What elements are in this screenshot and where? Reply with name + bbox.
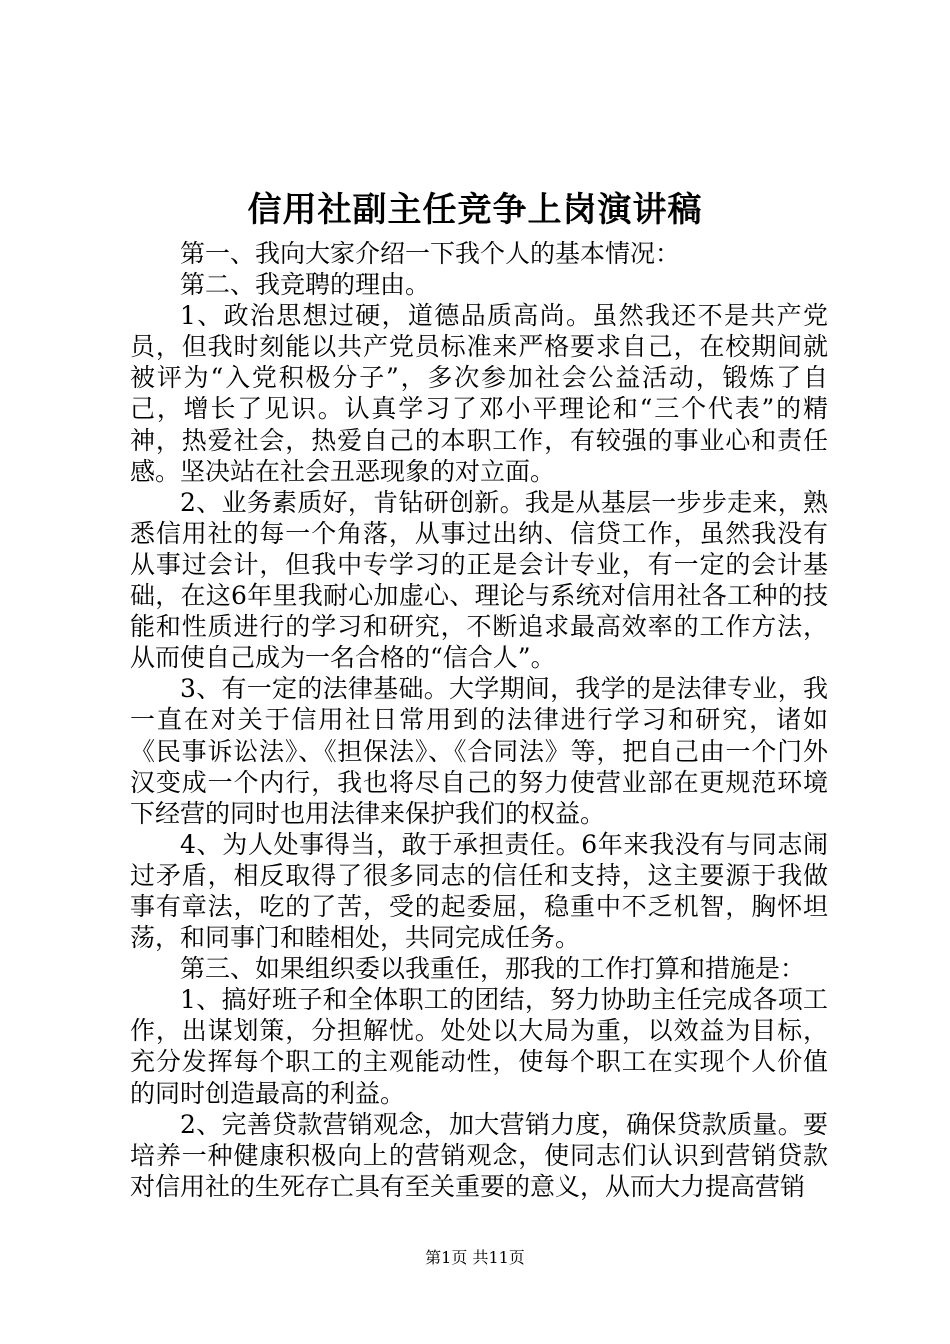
paragraph-intro: 第一、我向大家介绍一下我个人的基本情况：: [180, 239, 681, 268]
paragraph-reason-4: 4、为人处事得当，敢于承担责任。6年来我没有与同志闹过矛盾，相反取得了很多同志的信任和支持，这主要源于我做事有章法，吃的了苦，受的起委屈，稳重中不乏机智，胸怀坦荡，和同事门和睦相处，共同完成任务。: [130, 829, 828, 953]
page-number-footer: 第1页 共11页: [425, 1248, 525, 1267]
paragraph-reasons-heading: 第二、我竞聘的理由。: [180, 270, 431, 300]
paragraph-reason-3: 3、有一定的法律基础。大学期间，我学的是法律专业，我一直在对关于信用社日常用到的法律进行学习和研究，诸如《民事诉讼法》、《担保法》、《合同法》等，把自己由一个门外汉变成一个内行，我也将尽自己的努力使营业部在更规范环境下经营的同时也用法律来保护我们的权益。: [130, 674, 828, 828]
paragraph-plan-2: 2、完善贷款营销观念，加大营销力度，确保贷款质量。要培养一种健康积极向上的营销观念，使同志们认识到营销贷款对信用社的生死存亡具有至关重要的意义，从而大力提高营销: [130, 1109, 828, 1201]
paragraph-reason-2: 2、业务素质好，肯钻研创新。我是从基层一步步走来，熟悉信用社的每一个角落，从事过出纳、信贷工作，虽然我没有从事过会计，但我中专学习的正是会计专业，有一定的会计基础，在这6年里我耐心加虚心、理论与系统对信用社各工种的技能和性质进行的学习和研究，不断追求最高效率的工作方法，从而使自己成为一名合格的“信合人”。: [130, 487, 828, 673]
paragraph-plan-1: 1、搞好班子和全体职工的团结，努力协助主任完成各项工作，出谋划策，分担解忧。处处以大局为重，以效益为目标，充分发挥每个职工的主观能动性，使每个职工在实现个人价值的同时创造最高的利益。: [130, 985, 828, 1108]
document-title: 信用社副主任竞争上岗演讲稿: [247, 190, 703, 230]
paragraph-plans-heading: 第三、如果组织委以我重任，那我的工作打算和措施是：: [180, 954, 806, 984]
paragraph-reason-1: 1、政治思想过硬，道德品质高尚。虽然我还不是共产党员，但我时刻能以共产党员标准来严格要求自己，在校期间就被评为“入党积极分子”，多次参加社会公益活动，锻炼了自己，增长了见识。认真学习了邓小平理论和“三个代表”的精神，热爱社会，热爱自己的本职工作，有较强的事业心和责任感。坚决站在社会丑恶现象的对立面。: [130, 301, 828, 486]
document-body: [130, 238, 828, 1202]
